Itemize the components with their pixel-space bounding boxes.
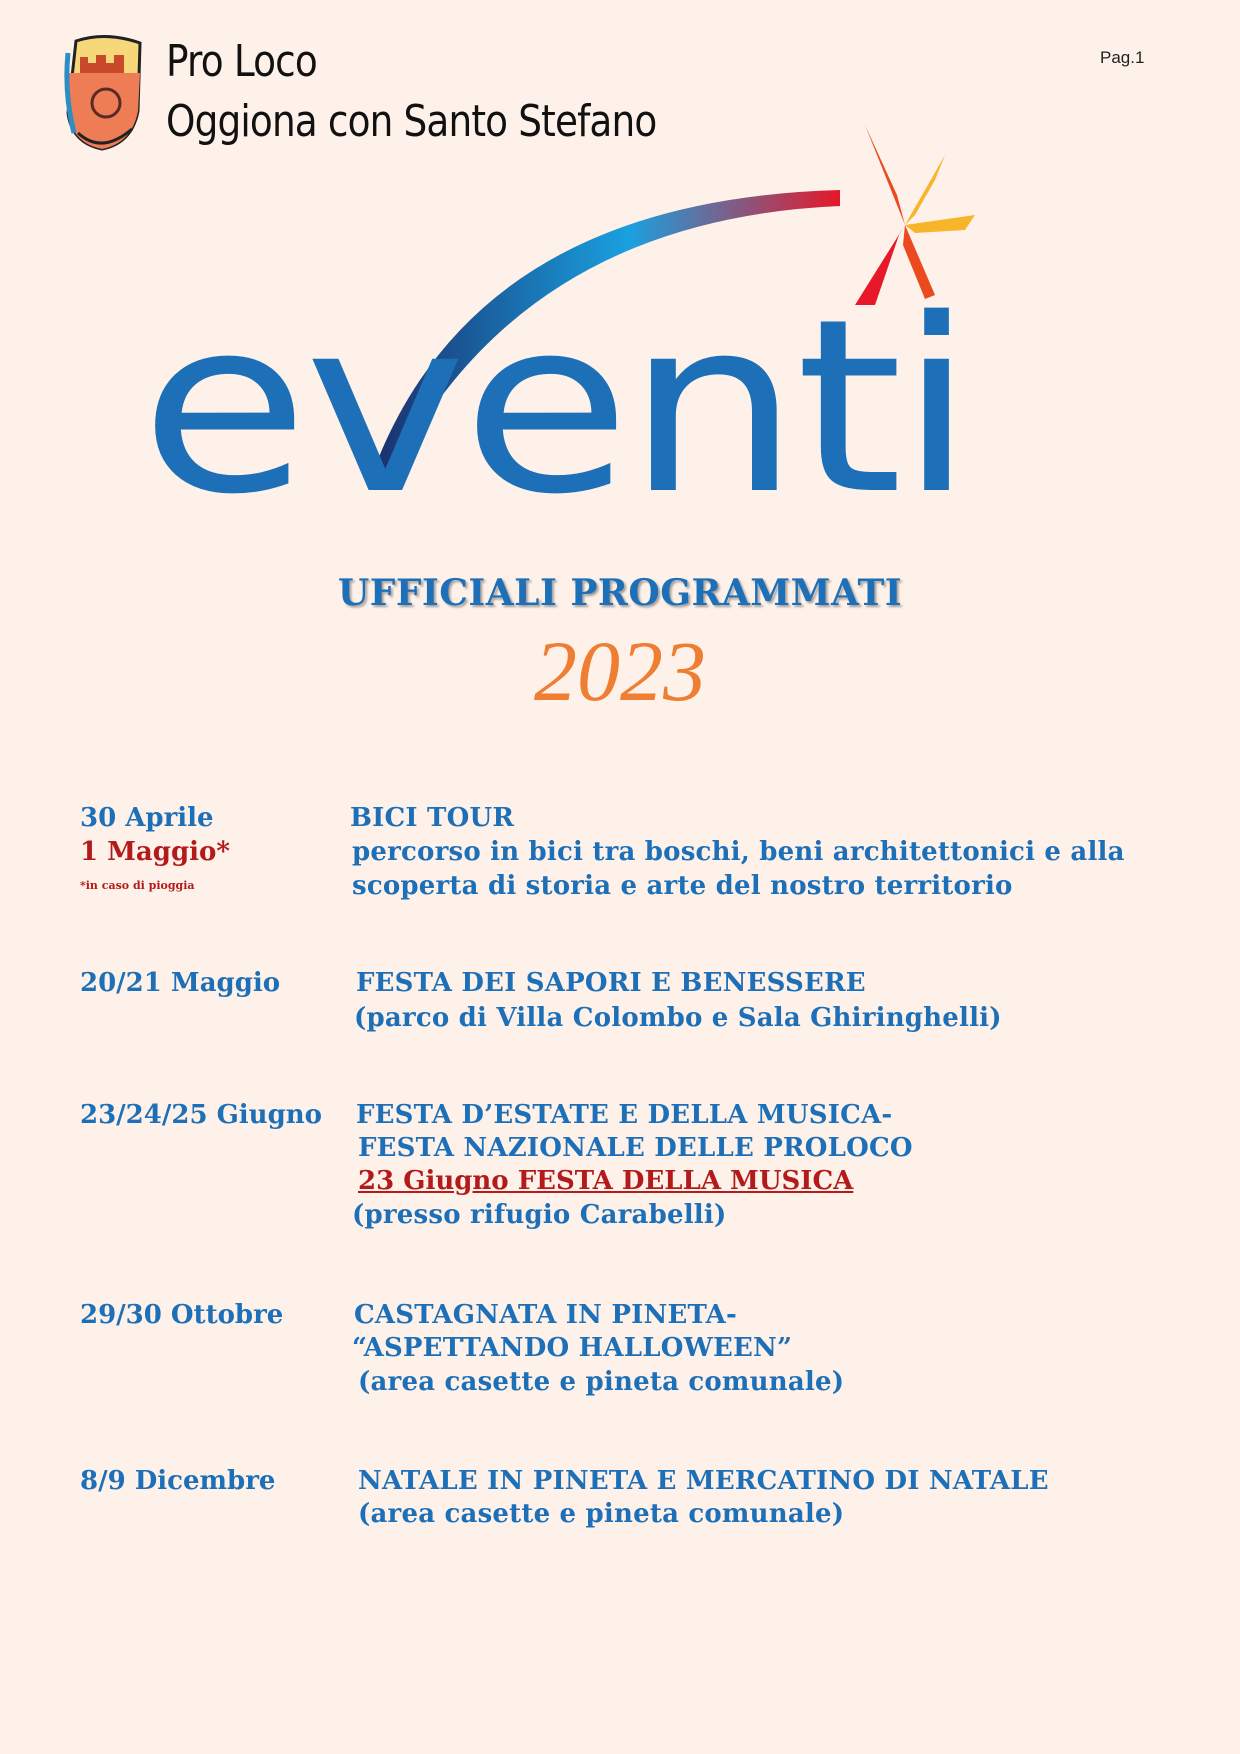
event-5-date: 8/9 Dicembre (80, 1466, 276, 1496)
page-number: Pag.1 (1100, 48, 1145, 67)
event-3-title: FESTA D’ESTATE E DELLA MUSICA- (356, 1100, 893, 1130)
event-2-line2: (parco di Villa Colombo e Sala Ghiringhelli) (354, 1003, 1002, 1033)
event-5-title: NATALE IN PINETA E MERCATINO DI NATALE (358, 1466, 1049, 1496)
event-5-line2: (area casette e pineta comunale) (358, 1499, 845, 1529)
banner-subtitle: UFFICIALI PROGRAMMATI (337, 572, 903, 614)
org-name-line1: Pro Loco (166, 36, 317, 87)
event-1-line2: percorso in bici tra boschi, beni architettonici e alla (352, 837, 1125, 867)
event-1-title: BICI TOUR (350, 803, 515, 833)
event-1-note: *in caso di pioggia (80, 879, 195, 892)
event-1-date-1: 30 Aprile (80, 803, 214, 833)
event-4-line3: (area casette e pineta comunale) (358, 1367, 845, 1397)
event-4-date: 29/30 Ottobre (80, 1300, 284, 1330)
event-2-date: 20/21 Maggio (80, 968, 281, 998)
event-3-line2: FESTA NAZIONALE DELLE PROLOCO (358, 1133, 913, 1163)
event-3-highlight: 23 Giugno FESTA DELLA MUSICA (358, 1166, 854, 1196)
event-4-title: CASTAGNATA IN PINETA- (354, 1300, 737, 1330)
banner-year: 2023 (534, 623, 706, 719)
event-4-line2: “ASPETTANDO HALLOWEEN” (352, 1333, 793, 1363)
event-1-date-2: 1 Maggio* (80, 837, 230, 867)
pro-loco-logo (62, 33, 150, 153)
event-3-date: 23/24/25 Giugno (80, 1100, 322, 1130)
org-name-line2: Oggiona con Santo Stefano (166, 96, 657, 147)
eventi-word: eventi (140, 267, 970, 547)
eventi-banner (140, 110, 1090, 555)
event-1-line3: scoperta di storia e arte del nostro territorio (352, 871, 1013, 901)
event-3-line4: (presso rifugio Carabelli) (352, 1200, 727, 1230)
event-2-title: FESTA DEI SAPORI E BENESSERE (356, 968, 866, 998)
